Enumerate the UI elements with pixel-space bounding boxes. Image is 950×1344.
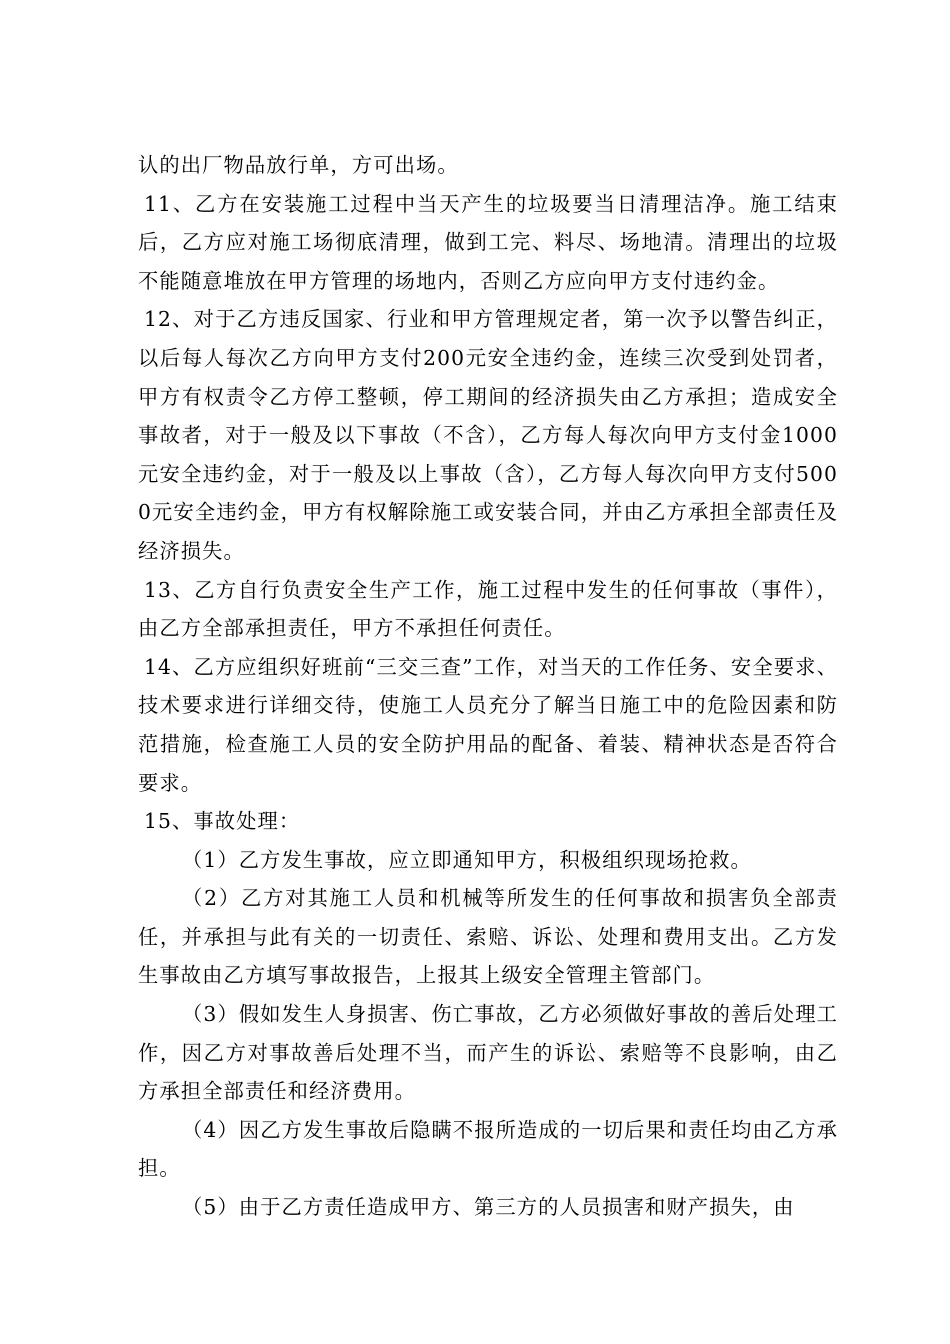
- clause-14: 14、乙方应组织好班前“三交三查”工作，对当天的工作任务、安全要求、技术要求进行详细交待，使施工人员充分了解当日施工中的危险因素和防范措施，检查施工人员的安全防护用品的配备、着装、精神状态是否符合要求。: [138, 654, 838, 795]
- clause-15-item-3: （3）假如发生人身损害、伤亡事故，乙方必须做好事故的善后处理工作，因乙方对事故善后处理不当，而产生的诉讼、索赔等不良影响，由乙方承担全部责任和经济费用。: [138, 1002, 838, 1104]
- clause-12: 12、对于乙方违反国家、行业和甲方管理规定者，第一次予以警告纠正，以后每人每次乙方向甲方支付200元安全违约金，连续三次受到处罚者，甲方有权责令乙方停工整顿，停工期间的经济损失由乙方承担；造成安全事故者，对于一般及以下事故（不含），乙方每人每次向甲方支付金1000元安全违约金，对于一般及以上事故（含），乙方每人每次向甲方支付5000元安全违约金，甲方有权解除施工或安装合同，并由乙方承担全部责任及经济损失。: [138, 307, 838, 563]
- clause-15-item-5: （5）由于乙方责任造成甲方、第三方的人员损害和财产损失，由: [182, 1195, 795, 1220]
- clause-15-item-1: （1）乙方发生事故，应立即通知甲方，积极组织现场抢救。: [182, 847, 752, 872]
- clause-15-item-2: （2）乙方对其施工人员和机械等所发生的任何事故和损害负全部责任，并承担与此有关的一切责任、索赔、诉讼、处理和费用支出。乙方发生事故由乙方填写事故报告，上报其上级安全管理主管部门。: [138, 886, 838, 988]
- document-page: [138, 146, 838, 1227]
- clause-13: 13、乙方自行负责安全生产工作，施工过程中发生的任何事故（事件），由乙方全部承担责任，甲方不承担任何责任。: [138, 577, 838, 641]
- clause-11: 11、乙方在安装施工过程中当天产生的垃圾要当日清理洁净。施工结束后，乙方应对施工场彻底清理，做到工完、料尽、场地清。清理出的垃圾不能随意堆放在甲方管理的场地内，否则乙方应向甲方支付违约金。: [138, 191, 838, 293]
- clause-15-item-4: （4）因乙方发生事故后隐瞒不报所造成的一切后果和责任均由乙方承担。: [138, 1117, 838, 1181]
- paragraph-continuation: 认的出厂物品放行单，方可出场。: [138, 153, 459, 177]
- clause-15-heading: 15、事故处理：: [144, 809, 301, 834]
